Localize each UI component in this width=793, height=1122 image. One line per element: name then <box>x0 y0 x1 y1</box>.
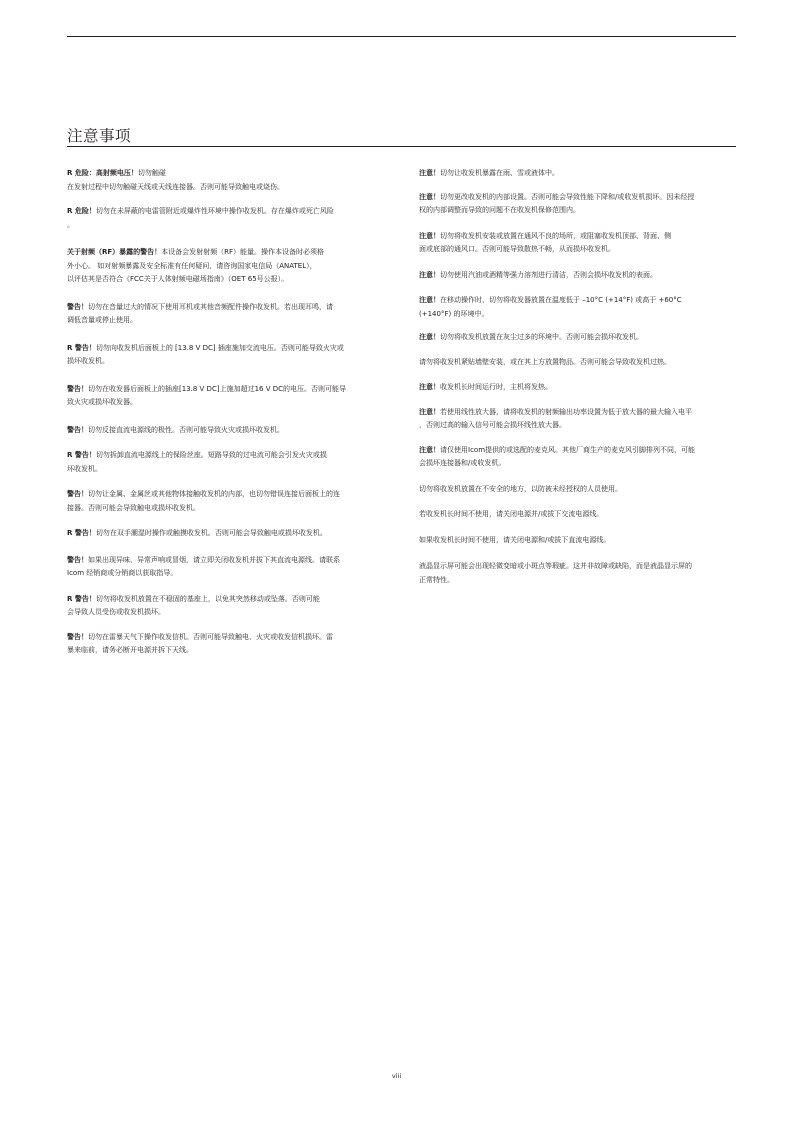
notice-text: 切勿触碰 <box>137 169 166 177</box>
notice-line <box>419 243 736 257</box>
notice-text: 接器。否则可能会导致触电或损坏收发机。 <box>67 503 200 512</box>
notice-line <box>419 419 736 433</box>
notice-text: 致火灾或损坏收发器。 <box>67 398 137 406</box>
notice-label: 注意！ <box>419 192 440 201</box>
notice-label: 注意！ <box>419 231 440 240</box>
notice-text: 切勿将收发机放置在灰尘过多的环境中。否则可能会损坏收发机。 <box>440 333 643 341</box>
notice-text: 切勿将收发机放置在不安全的地方，以防被未经授权的人员使用。 <box>419 484 622 493</box>
notice-line <box>67 273 385 287</box>
notice-paragraph <box>67 424 385 438</box>
notice-line <box>67 554 385 568</box>
notice-line <box>67 167 385 181</box>
page-number: viii <box>391 1072 402 1080</box>
notice-text: 请勿将收发机紧贴墙壁安装，或在其上方放置物品。否则可能会导致收发机过热。 <box>419 357 671 366</box>
notice-text: 本设备会发射射频（RF）能量。操作本设备时必须格 <box>161 248 325 256</box>
notice-paragraph <box>67 488 385 515</box>
notice-text: 切勿在未屏蔽的电雷管附近或爆炸性环境中操作收发机。存在爆炸或死亡风险 <box>95 207 334 215</box>
notice-text: 。 <box>67 220 74 229</box>
notice-line <box>67 463 385 477</box>
notice-paragraph <box>67 631 385 658</box>
notice-paragraph <box>419 230 736 257</box>
notice-paragraph <box>419 560 736 587</box>
notice-text: 切勿在音量过大的情况下使用耳机或其他音频配件操作收发机。若出现耳鸣，请 <box>88 302 333 311</box>
notice-label: 注意！ <box>419 333 440 341</box>
notice-paragraph <box>419 269 736 283</box>
notice-text: ，否则过高的输入信号可能会损坏线性放大器。 <box>419 421 566 429</box>
notice-line <box>67 314 385 328</box>
notice-text: 权的内部调整而导致的问题不在收发机保修范围内。 <box>419 206 580 214</box>
notice-paragraph <box>67 342 385 369</box>
notice-label: R 警告！ <box>67 343 96 352</box>
notice-paragraph <box>419 356 736 370</box>
notice-text: 切勿在收发器后面板上的插座[13.8 V DC]上施加超过16 V DC的电压。否则可能导 <box>88 384 346 393</box>
notice-line <box>67 205 385 219</box>
notice-line <box>419 356 736 370</box>
notice-paragraph <box>67 205 385 232</box>
page-title: 注意事项 <box>67 127 132 145</box>
notice-line <box>419 534 736 548</box>
notice-text: 若使用线性放大器，请将收发机的射频输出功率设置为低于放大器的最大输入电平 <box>440 407 692 416</box>
notice-line <box>67 181 385 195</box>
notice-paragraph <box>419 191 736 218</box>
notice-line <box>419 294 736 308</box>
notice-label: 警告！ <box>67 384 88 393</box>
notice-line <box>67 488 385 502</box>
notice-line <box>67 219 385 233</box>
left-column <box>67 167 385 670</box>
notice-paragraph <box>419 483 736 497</box>
notice-line <box>67 593 385 607</box>
notice-text: 切勿将收发机安装或放置在通风不良的场所，或阻塞收发机顶部、背面、侧 <box>440 231 671 240</box>
notice-text: 以评估其是否符合《FCC关于人体射频电磁场指南》（OET 65号公报）。 <box>67 275 289 283</box>
notice-line <box>419 483 736 497</box>
notice-text: 切勿拆卸直流电源线上的保险丝座。短路导致的过电流可能会引发火灾或损 <box>95 451 327 459</box>
notice-paragraph <box>67 527 385 541</box>
notice-paragraph <box>67 301 385 328</box>
notice-label: R 警告！ <box>67 529 96 537</box>
notice-text: 坏收发机。 <box>67 464 102 473</box>
notice-line <box>67 383 385 397</box>
notice-text: 在发射过程中切勿触碰天线或天线连接器。否则可能导致触电或烧伤。 <box>67 182 284 191</box>
notice-label: 注意！ <box>419 270 440 279</box>
notice-label: R 危险！ <box>67 207 96 215</box>
notice-text: 若收发机长时间不使用，请关闭电源并/或拔下交流电源线。 <box>419 510 604 518</box>
notice-paragraph <box>419 444 736 471</box>
notice-label: 警告！ <box>67 425 88 434</box>
notice-text: 液晶显示屏可能会出现轻微变暗或小斑点等瑕疵。这并非故障或缺陷，而是液晶显示屏的 <box>419 562 692 570</box>
notice-line <box>419 444 736 458</box>
notice-text: 请仅使用Icom提供的或选配的麦克风。其他厂商生产的麦克风引脚排列不同，可能 <box>440 445 696 454</box>
notice-label: 注意！ <box>419 169 440 177</box>
notice-text: 如果出现异味、异常声响或冒烟，请立即关闭收发机并拔下其直流电源线。请联系 <box>88 555 340 564</box>
notice-text: 面或底部的通风口。否则可能导致散热不畅，从而损坏收发机。 <box>419 245 615 253</box>
notice-line <box>419 406 736 420</box>
notice-paragraph <box>419 406 736 433</box>
notice-line <box>419 331 736 345</box>
notice-text: 调低音量或停止使用。 <box>67 316 137 324</box>
notice-label: 警告！ <box>67 632 88 641</box>
notice-line <box>67 631 385 645</box>
notice-line <box>67 449 385 463</box>
notice-text: 在移动操作时，切勿将收发器放置在温度低于 –10°C (+14°F) 或高于 +60°C <box>440 296 682 304</box>
notice-text: 切勿在双手潮湿时操作或触摸收发机。否则可能会导致触电或损坏收发机。 <box>95 529 327 537</box>
notice-label: 注意！ <box>419 407 440 416</box>
notice-line <box>67 342 385 356</box>
notice-line <box>67 301 385 315</box>
header-rule <box>67 36 736 37</box>
notice-text: 切勿将收发机放置在不稳固的基座上，以免其突然移动或坠落。否则可能 <box>95 594 320 603</box>
notice-text: 收发机长时间运行时，主机将发热。 <box>440 383 552 391</box>
notice-paragraph <box>419 331 736 345</box>
notice-line <box>67 527 385 541</box>
notice-text: 会导致人员受伤或收发机损坏。 <box>67 608 165 616</box>
notice-paragraph <box>67 449 385 476</box>
notice-text: 损坏收发机。 <box>67 357 109 365</box>
notice-text: 切勿更改收发机的内部设置。否则可能会导致性能下降和/或收发机损坏。因未经授 <box>440 192 695 201</box>
notice-paragraph <box>419 534 736 548</box>
notice-line <box>419 191 736 205</box>
notice-text: Icom 经销商或分销商以获取指导。 <box>67 569 178 577</box>
notice-label: 警告！ <box>67 555 88 564</box>
notice-line <box>419 457 736 471</box>
notice-paragraph <box>67 593 385 620</box>
notice-line <box>419 560 736 574</box>
notice-text: 如果收发机长时间不使用，请关闭电源和/或拔下直流电源线。 <box>419 535 611 544</box>
notice-text: 外小心。 如对射频暴露及安全标准有任何疑问，请咨询国家电信局（ANATEL）， <box>67 261 317 270</box>
notice-paragraph <box>67 383 385 410</box>
notice-line <box>419 230 736 244</box>
notice-line <box>67 606 385 620</box>
notice-label: 注意！ <box>419 445 440 454</box>
right-column <box>419 167 736 587</box>
notice-text: 切勿向收发机后面板上的 [13.8 V DC] 插座施加交流电压。否则可能导致火灾或 <box>95 343 344 352</box>
notice-text: (+140°F) 的环境中。 <box>419 309 489 318</box>
notice-paragraph <box>67 246 385 287</box>
notice-label: 警告！ <box>67 302 88 311</box>
notice-label: R 警告！ <box>67 594 96 603</box>
notice-text: 切勿让收发机暴露在雨、雪或液体中。 <box>440 169 559 177</box>
notice-paragraph <box>419 381 736 395</box>
notice-paragraph <box>67 167 385 194</box>
notice-label: 关于射频（RF）暴露的警告！ <box>67 248 162 256</box>
notice-line <box>67 355 385 369</box>
title-rule <box>67 146 736 147</box>
notice-line <box>419 574 736 588</box>
notice-label: 注意！ <box>419 383 440 391</box>
notice-paragraph <box>419 508 736 522</box>
notice-line <box>419 308 736 322</box>
notice-line <box>67 502 385 516</box>
notice-text: 切勿在雷暴天气下操作收发信机。否则可能导致触电、火灾或收发信机损坏。雷 <box>88 632 333 641</box>
notice-text: 正常特性。 <box>419 575 454 584</box>
notice-line <box>419 204 736 218</box>
notice-line <box>67 260 385 274</box>
notice-line <box>419 167 736 181</box>
notice-label: 注意！ <box>419 296 440 304</box>
notice-line <box>67 567 385 581</box>
notice-text: 暴来临前，请务必断开电源并拆下天线。 <box>67 646 193 654</box>
notice-line <box>419 381 736 395</box>
notice-text: 切勿反接直流电源线的极性。否则可能导致火灾或损坏收发机。 <box>88 425 284 434</box>
notice-line <box>419 269 736 283</box>
notice-paragraph <box>419 167 736 181</box>
notice-text: 切勿使用汽油或酒精等强力溶剂进行清洁，否则会损坏收发机的表面。 <box>440 270 657 279</box>
notice-label: 警告！ <box>67 490 88 498</box>
notice-line <box>419 508 736 522</box>
notice-text: 切勿让金属、金属丝或其他物体接触收发机的内部，也切勿错误连接后面板上的连 <box>88 490 340 498</box>
notice-text: 会损坏连接器和/或收发机。 <box>419 459 506 467</box>
notice-paragraph <box>419 294 736 321</box>
notice-label: R 危险：高射频电压！ <box>67 169 138 177</box>
notice-paragraph <box>67 554 385 581</box>
notice-line <box>67 644 385 658</box>
notice-line <box>67 246 385 260</box>
notice-line <box>67 396 385 410</box>
notice-line <box>67 424 385 438</box>
notice-label: R 警告！ <box>67 451 96 459</box>
